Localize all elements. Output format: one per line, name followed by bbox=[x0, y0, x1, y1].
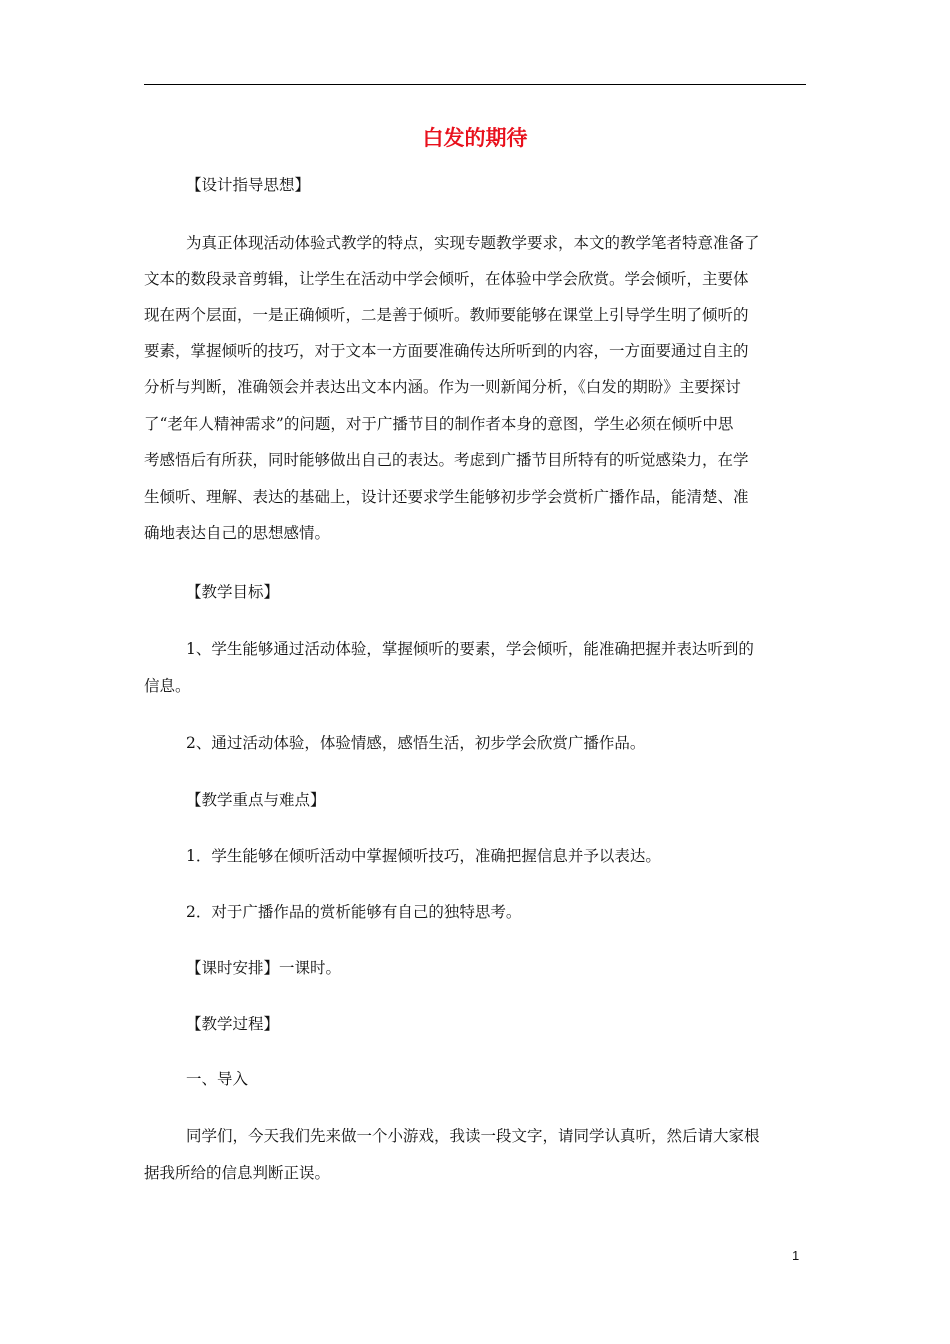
goal-item: 2、通过活动体验，体验情感，感悟生活，初步学会欣赏广播作品。 bbox=[186, 734, 646, 752]
paragraph-line: 确地表达自己的思想感情。 bbox=[144, 524, 331, 542]
paragraph-line: 现在两个层面，一是正确倾听，二是善于倾听。教师要能够在课堂上引导学生明了倾听的 bbox=[144, 306, 749, 324]
process-heading: 【教学过程】 bbox=[186, 1015, 280, 1033]
document-title: 白发的期待 bbox=[422, 126, 528, 150]
key-item: 2．对于广播作品的赏析能够有自己的独特思考。 bbox=[186, 903, 522, 921]
paragraph-line: 考感悟后有所获，同时能够做出自己的表达。考虑到广播节目所特有的听觉感染力，在学 bbox=[144, 451, 749, 469]
schedule-line: 【课时安排】一课时。 bbox=[186, 959, 342, 977]
design-heading: 【设计指导思想】 bbox=[186, 176, 311, 194]
goal-item: 1、学生能够通过活动体验，掌握倾听的要素，学会倾听，能准确把握并表达听到的 bbox=[186, 640, 754, 658]
paragraph-line: 生倾听、理解、表达的基础上，设计还要求学生能够初步学会赏析广播作品，能清楚、准 bbox=[144, 488, 749, 506]
paragraph-line: 据我所给的信息判断正误。 bbox=[144, 1164, 331, 1182]
header-rule bbox=[144, 84, 806, 85]
paragraph-line: 了“老年人精神需求”的问题，对于广播节目的制作者本身的意图，学生必须在倾听中思 bbox=[144, 415, 734, 433]
key-heading: 【教学重点与难点】 bbox=[186, 791, 326, 809]
paragraph-line: 同学们，今天我们先来做一个小游戏，我读一段文字，请同学认真听，然后请大家根 bbox=[186, 1127, 760, 1145]
paragraph-line: 为真正体现活动体验式教学的特点，实现专题教学要求，本文的教学笔者特意准备了 bbox=[186, 234, 760, 252]
paragraph-line: 要素，掌握倾听的技巧，对于文本一方面要准确传达所听到的内容，一方面要通过自主的 bbox=[144, 342, 749, 360]
page-number: 1 bbox=[792, 1248, 800, 1263]
goal-item-continued: 信息。 bbox=[144, 677, 191, 695]
step-heading: 一、导入 bbox=[186, 1070, 249, 1088]
goals-heading: 【教学目标】 bbox=[186, 583, 280, 601]
paragraph-line: 分析与判断，准确领会并表达出文本内涵。作为一则新闻分析，《白发的期盼》主要探讨 bbox=[144, 378, 741, 396]
paragraph-line: 文本的数段录音剪辑，让学生在活动中学会倾听，在体验中学会欣赏。学会倾听，主要体 bbox=[144, 270, 749, 288]
key-item: 1．学生能够在倾听活动中掌握倾听技巧，准确把握信息并予以表达。 bbox=[186, 847, 661, 865]
